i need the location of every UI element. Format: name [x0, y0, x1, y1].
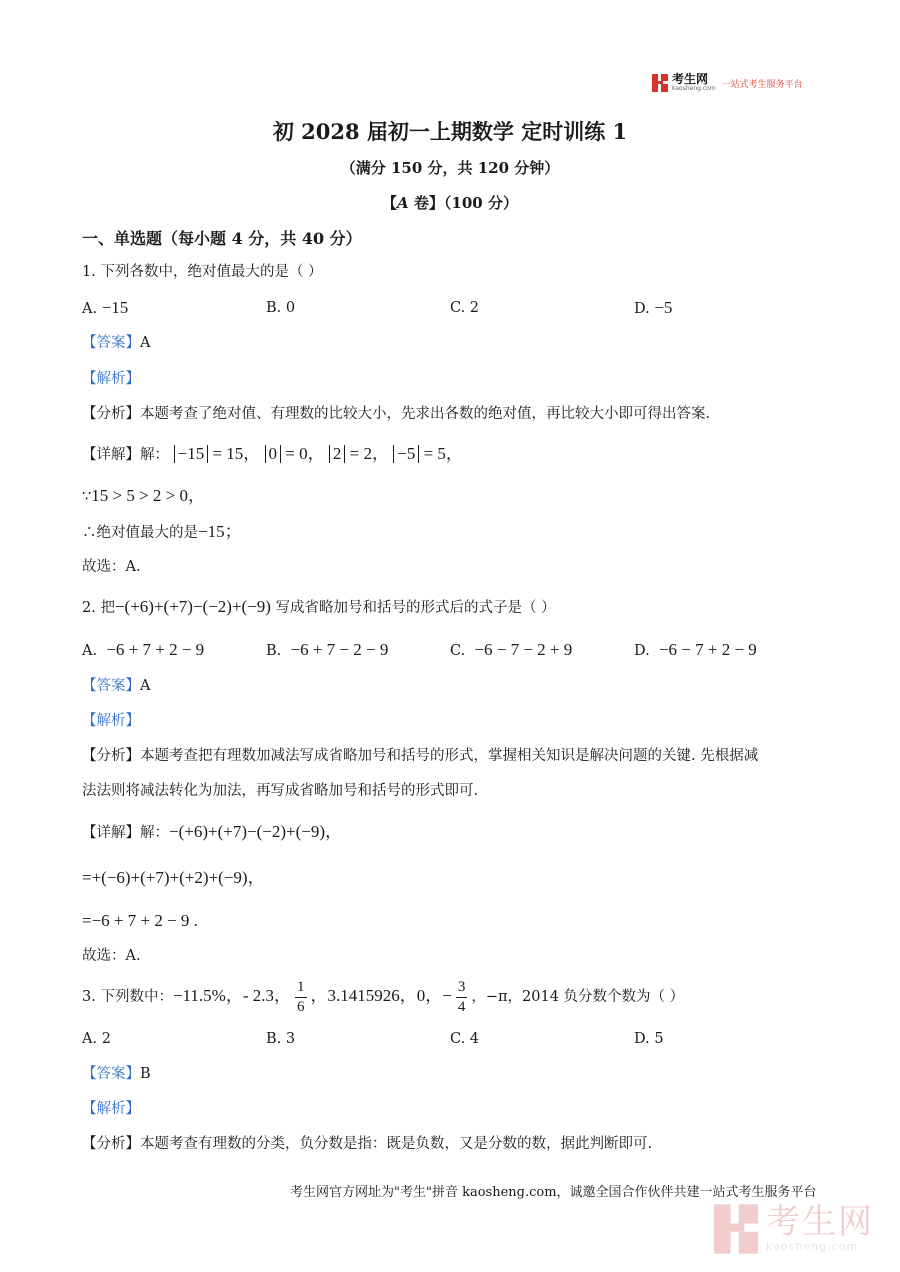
fraction-1-6: $\frac{1}{6}$ [297, 978, 305, 1015]
q1-detail: 【详解】解： −15 = 15， 0 = 0， 2 = 2， −5 = 5， [82, 444, 463, 463]
q2-option-d: D. −6 − 7 + 2 − 9 [634, 640, 757, 659]
q2-choose: 故选：A. [82, 948, 141, 964]
q1-option-c: C. 2 [450, 300, 480, 316]
q1-option-d: D. −5 [634, 298, 673, 317]
q1-stem: 1. 下列各数中，绝对值最大的是（ ） [82, 264, 323, 280]
q1-analysis-label: 【解析】 [82, 371, 140, 387]
page-subtitle: （满分 150 分，共 120 分钟） [340, 159, 560, 177]
q1-answer: 【答案】A [82, 335, 151, 351]
header-logo [652, 72, 803, 94]
logo-brand: 考生网 kaosheng.com [672, 72, 716, 92]
q2-option-a: A. −6 + 7 + 2 − 9 [82, 640, 205, 659]
q3-option-d: D. 5 [634, 1031, 664, 1047]
q3-option-a: A. 2 [82, 1031, 111, 1047]
q2-step-2: =+(−6)+(+7)+(+2)+(−9)， [82, 868, 265, 887]
watermark-logo [714, 1200, 874, 1258]
page-title: 初 2028 届初一上期数学 定时训练 1 [272, 119, 628, 144]
q1-fenxi: 【分析】本题考查了绝对值、有理数的比较大小，先求出各数的绝对值，再比较大小即可得出答案. [82, 406, 711, 422]
watermark-icon [714, 1204, 758, 1254]
logo-icon [652, 74, 668, 92]
volume-heading: 【A 卷】（100 分） [382, 194, 518, 212]
q1-choose: 故选：A. [82, 559, 141, 575]
q3-fenxi: 【分析】本题考查有理数的分类，负分数是指：既是负数，又是分数的数，据此判断即可. [82, 1136, 653, 1152]
watermark-brand: 考生网 kaosheng.com [766, 1202, 874, 1253]
q2-stem: 2. 把−(+6)+(+7)−(−2)+(−9) 写成省略加号和括号的形式后的式子是（ ） [82, 597, 556, 616]
q2-step-3: =−6 + 7 + 2 − 9 . [82, 911, 198, 930]
q2-answer: 【答案】A [82, 678, 151, 694]
q2-analysis-label: 【解析】 [82, 713, 140, 729]
q2-fenxi-1: 【分析】本题考查把有理数加减法写成省略加号和括号的形式，掌握相关知识是解决问题的关键. 先根据减 [82, 748, 759, 764]
fraction-3-4: $\frac{3}{4}$ [457, 978, 466, 1015]
q3-analysis-label: 【解析】 [82, 1101, 140, 1117]
q2-option-b: B. −6 + 7 − 2 − 9 [266, 640, 389, 659]
q1-therefore: ∴绝对值最大的是−15； [82, 522, 242, 541]
q3-answer: 【答案】B [82, 1066, 151, 1082]
q1-option-a: A. −15 [82, 298, 129, 317]
q3-option-c: C. 4 [450, 1031, 480, 1047]
logo-slogan: 一站式考生服务平台 [721, 79, 803, 90]
q1-because: ∵15 > 5 > 2 > 0， [82, 486, 205, 505]
section-heading: 一、单选题（每小题 4 分，共 40 分） [82, 229, 362, 248]
q2-fenxi-2: 法法则将减法转化为加法，再写成省略加号和括号的形式即可. [82, 783, 479, 799]
q1-option-b: B. 0 [266, 300, 296, 316]
q3-option-b: B. 3 [266, 1031, 296, 1047]
q3-stem: 3. 下列数中：−11.5%，- 2.3， $\frac{1}{6}$ ，3.1415926，0，− $\frac{3}{4}$ ，−π，2014 负分数个数为（ ） [82, 978, 685, 1015]
q2-detail: 【详解】解：−(+6)+(+7)−(−2)+(−9)， [82, 822, 342, 841]
q2-option-c: C. −6 − 7 − 2 + 9 [450, 640, 573, 659]
page-footer: 考生网官方网址为"考生"拼音 kaosheng.com，诚邀全国合作伙伴共建一站式考生服务平台 [290, 1185, 817, 1200]
